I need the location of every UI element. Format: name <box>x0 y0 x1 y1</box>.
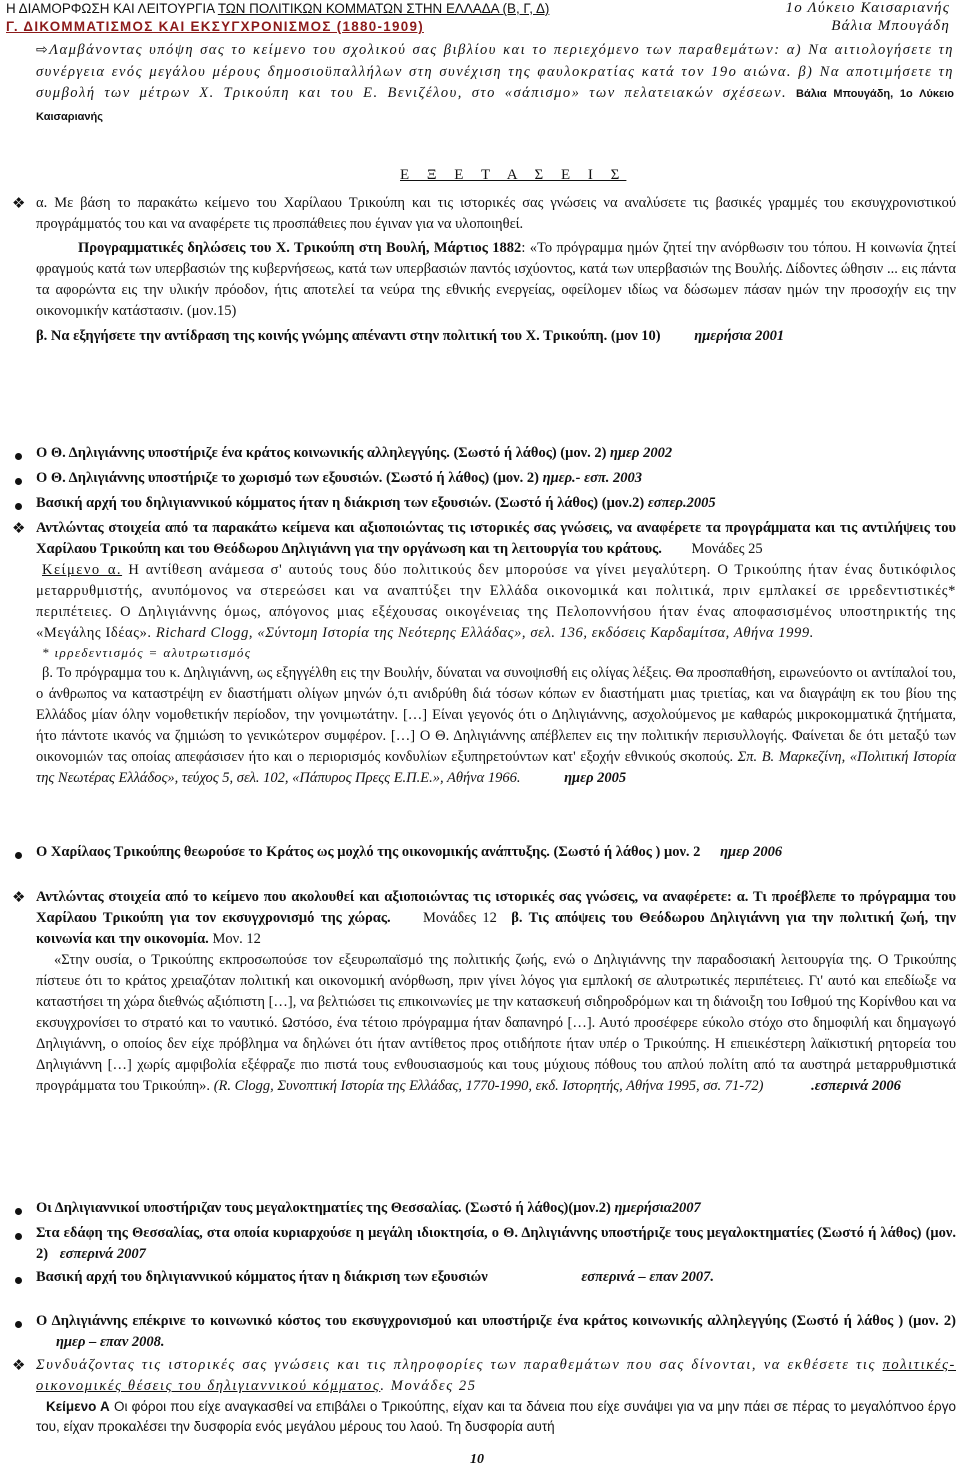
diamond-bullet-icon: ❖ <box>12 194 26 212</box>
question-4: Συνδυάζοντας τις ιστορικές σας γνώσεις και τις πληροφορίες των παραθεμάτων που σας δίνονται, να εκθέσετε τις πολιτικές-οικονομικές θέσεις του δηλιγιαννικού κόμματος. Μονάδες 25 Κείμενο Α Οι φόροι που είχε αναγκασθεί να επιβάλει ο Τρικούπης, είχαν και τα δάνεια που είχε συνάψει για να μην πάει σε πέρας το μεγαλόπνοο έργο του, είχαν προκαλέσει την δυσφορία ενός μεγάλου μέρους του λαού. Τη δυσφορία αυτή <box>36 1357 956 1434</box>
true-false-item: Οι Δηλιγιαννικοί υποστήριζαν τους μεγαλοκτηματίες της Θεσσαλίας. (Σωστό ή λάθος)(μον.2) ημερήσια2007 <box>36 1200 701 1216</box>
question-2 <box>36 518 956 789</box>
question-3-quote: «Στην ουσία, ο Τρικούπης εκπροσωπούσε τον εξευρωπαϊσμό της πολιτικής ζωής, ενώ ο Δηλιγιάννης την παραδοσιακή λειτουργία της. Ο Τρικούπης πίστευε ότι το κράτος χρειαζόταν πολιτική και οικονομική ανόρθωση, πριν γίνει λόγος για εμπλοκή σε αλυτρωτικές περιπέτειες. Γι' αυτό και επεδίωξε να καταστήσει τη χώρα διεθνώς αξιόπιστη […], να βελτιώσει τις επικοινωνίες με την κατασκευή σιδηροδρόμων και τη διάνοιξη του Ισθμού της Κορίνθου και να εκσυγχρονίσει το στρατό και το ναυτικό. Ωστόσο, ένα τέτοιο πρόγραμμα ήταν δαπανηρό […]. Αυτό προσέφερε εύκολο στόχο στο δημοφιλή και δημαγωγό Δηλιγιάννη, ο οποίος δεν είχε πρόβλημα να δηλώνει ότι ήταν αντίθετος προς οτιδήποτε ήταν υπέρ ο Τρικούπης. Η επιεικέστερη λαϊκιστική ρητορεία του Δηλιγιάννη […] χωρίς αμφιβολία εξέφραζε πιο πιστά τους ενθουσιασμούς και τους μύχιους πόθους του απλού πολίτη από τα αυστηρά μεταρρυθμιστικά προγράμματα του Τρικούπη». <box>36 952 956 1094</box>
question-4-points: Μονάδες 25 <box>390 1378 477 1394</box>
source-a-label: Κείμενο α. <box>42 562 123 578</box>
diamond-bullet-icon: ❖ <box>12 888 26 906</box>
bullet-dot-icon <box>15 1321 22 1328</box>
true-false-item: Βασική αρχή του δηλιγιαννικού κόμματος ήταν η διάκριση των εξουσιών εσπερινά – επαν 2007. <box>36 1269 714 1285</box>
question-3-citation: (R. Clogg, Συνοπτική Ιστορία της Ελλάδας, 1770-1990, εκδ. Ιστορητής, Αθήνα 1995, σσ. 71-72) <box>210 1078 764 1094</box>
header-school: 1ο Λύκειο Καισαριανής <box>785 0 950 16</box>
header-chapter: Γ. ΔΙΚΟΜΜΑΤΙΣΜΟΣ ΚΑΙ ΕΚΣΥΓΧΡΟΝΙΣΜΟΣ (1880-1909) <box>6 19 424 34</box>
question-1-source-label: Προγραμματικές δηλώσεις του Χ. Τρικούπη στη Βουλή, Μάρτιος 1882 <box>78 240 522 256</box>
page-number: 10 <box>470 1452 484 1467</box>
source-a-citation: Richard Clogg, «Σύντομη Ιστορία της Νεότερης Ελλάδας», σελ. 136, εκδόσεις Καρδαμίτσα, Αθήνα 1999. <box>151 625 814 641</box>
true-false-item: Ο Δηλιγιάννης επέκρινε το κοινωνικό κόστος του εκσυγχρονισμού και υποστήριζε ένα κράτος κοινωνικής αλληλεγγύης (Σωστό ή λάθος ) (μον. 2) ημερ – επαν 2008. <box>36 1313 956 1350</box>
source-b-text: β. Το πρόγραμμα του κ. Δηλιγιάννη, ως εξηγγέλθη εις την Βουλήν, δύναται να συνοψισθή εις ολίγας λέξεις. Θα προσπαθήση, ειρωνεύοντο οι αντίπαλοί του, ο άνθρωπος να καταστρέψη εν διαστήματι ολίγων μηνών ό,τι ανιδρύθη διά τόσων κόπων εν διαστήματι μιας τριετίας, και να διαγράψη εκ του βίου της Ελλάδος μίαν όλην νομοθετικήν περίοδον, την γονιμωτάτην. […] Είναι γεγονός ότι ο Δηλιγιάννης, ασχολούμενος με καθαρώς μικροκομματικά ζητήματα, ήτο πάντοτε ικανός να ζημιώση το γενικώτερον συμφέρον. […] Ο Θ. Δηλιγιάννης απέβλεπεν εις την πολιτικήν περισυλλογής. Φαίνεται δε ότι μεταξύ των οικονομιών τας οποίας απεφάσισεν ήτο και ο περιορισμός κονδυλίων εξυπηρετούντων κατ' εξοχήν εθνικούς σκοπούς. <box>36 665 956 765</box>
question-4-text-underlined: πολιτικές-οικονομικές θέσεις του δηλιγιαννικού κόμματος <box>36 1357 956 1394</box>
intro-instruction <box>36 40 954 128</box>
question-3a-points: Μονάδες 12 <box>423 910 497 926</box>
bullet-dot-icon <box>15 453 22 460</box>
source-b-citation: Σπ. Β. Μαρκεζίνη, «Πολιτική Ιστορία της Νεωτέρας Ελλάδος», τεύχος 5, σελ. 102, «Πάπυρος Πρεςς Ε.Π.Ε.», Αθήνα 1966. <box>36 749 956 786</box>
intro-text: Λαμβάνοντας υπόψη σας το κείμενο του σχολικού σας βιβλίου και το περιεχόμενο των παραθεμάτων: α) Να αιτιολογήσετε τη συνέργεια ενός μεγάλου μέρους δημοσιοϋπαλλήλων στη συνέχιση της φαυλοκρατίας κατά τον 19ο αιώνα. β) Να αποτιμήσετε τη συμβολή των μέτρων Χ. Τρικούπη και του Ε. Βενιζέλου, στο «σάπισμο» των πελατειακών σχέσεων. <box>36 42 954 101</box>
footnote: * ιρρεδεντισμός = αλυτρωτισμός <box>42 645 252 660</box>
question-3a-text: Αντλώντας στοιχεία από το κείμενο που ακολουθεί και αξιοποιώντας τις ιστορικές σας γνώσεις, να αναφέρετε: α. Τι προέβλεπε το πρόγραμμα του Χαρίλαου Τρικούπη για τον εκσυγχρονισμό της χώρας. <box>36 889 956 926</box>
true-false-item: Ο Χαρίλαος Τρικούπης θεωρούσε το Κράτος ως μοχλό της οικονομικής ανάπτυξης. (Σωστό ή λάθος ) μον. 2 ημερ 2006 <box>36 844 783 860</box>
header-title: Η ΔΙΑΜΟΡΦΩΣΗ ΚΑΙ ΛΕΙΤΟΥΡΓΙΑ <box>6 1 218 16</box>
diamond-bullet-icon: ❖ <box>12 519 26 537</box>
question-4-text: Συνδυάζοντας τις ιστορικές σας γνώσεις και τις πληροφορίες των παραθεμάτων που σας δίνονται, να εκθέσετε τις <box>36 1357 883 1373</box>
true-false-item: Ο Θ. Δηλιγιάννης υποστήριζε ένα κράτος κοινωνικής αλληλεγγύης. (Σωστό ή λάθος) (μον. 2) ημερ 2002 <box>36 445 673 461</box>
header-author: Βάλια Μπουγάδη <box>831 18 950 34</box>
true-false-item: Στα εδάφη της Θεσσαλίας, στα οποία κυριαρχούσε η μεγάλη ιδιοκτησία, ο Θ. Δηλιγιάννης υποστήριζε τους μεγαλοκτηματίες (Σωστό ή λάθος) (μον. 2) εσπερινά 2007 <box>36 1225 956 1262</box>
bullet-dot-icon <box>15 1277 22 1284</box>
intro-signature: Βάλια Μπουγάδη, 1ο Λύκειο Καισαριανής <box>36 88 954 123</box>
header-title-underlined: ΤΩΝ ΠΟΛΙΤΙΚΩΝ ΚΟΜΜΑΤΩΝ ΣΤΗΝ ΕΛΛΑΔΑ (Β, Γ, Δ) <box>217 1 550 16</box>
question-1 <box>36 193 956 347</box>
question-1-source-text: : «Το πρόγραμμα ημών ζητεί την ανόρθωσιν του τόπου. Η κοινωνία ζητεί φραγμούς κατά των υπερβασιών της κυβερνήσεως, κατά των υπερβασιών παντός ισχύοντος, κατά των υπερβασιών της Βουλής. Δίδοντες ώθησιν ... εις πάντα τα αφορώντα εις την υλικήν πρόοδον, ήτις αποτελεί τα νεύρα της εθνικής ενεργείας, οφείλομεν ιδίως να δώσωμεν πάσαν ημών την προσοχήν εις την οικονομικήν κατάστασιν. (μον.15) <box>36 240 956 319</box>
bullet-dot-icon <box>15 852 22 859</box>
question-4-source-label: Κείμενο Α <box>46 1399 110 1414</box>
running-header-chapter <box>6 18 950 35</box>
diamond-bullet-icon: ❖ <box>12 1356 26 1374</box>
question-3b-points: Μον. 12 <box>212 931 261 947</box>
bullet-dot-icon <box>15 503 22 510</box>
question-2-text: Αντλώντας στοιχεία από τα παρακάτω κείμενα και αξιοποιώντας τις ιστορικές σας γνώσεις, να αναφέρετε τα προγράμματα και τις αντιλήψεις του Χαρίλαου Τρικούπη και του Θεόδωρου Δηλιγιάννη για την οργάνωση και τη λειτουργία του κράτους. <box>36 520 956 557</box>
question-3b-text: β. Τις απόψεις του Θεόδωρου Δηλιγιάννη για την πολιτική ζωή, την κοινωνία και την οικονομία. <box>36 910 957 947</box>
arrow-right-icon: ⇨ <box>36 42 50 58</box>
exams-heading: Ε Ξ Ε Τ Α Σ Ε Ι Σ <box>400 167 627 183</box>
question-1b-text: β. Να εξηγήσετε την αντίδραση της κοινής γνώμης απέναντι στην πολιτική του Χ. Τρικούπη. (μον 10) <box>36 328 661 344</box>
source-a-text: Η αντίθεση ανάμεσα σ' αυτούς τους δύο πολιτικούς δεν μπορούσε να γίνει μεγαλύτερη. Ο Τρικούπης ήταν ένας δυτικόφιλος μεταρρυθμιστής, ανυπόμονος να στερεώσει και να αναπτύξει την Ελλάδα οικονομικά και πολιτικά, πριν εμπλακεί σε ιρρεδεντιστικές* περιπέτειες. Ο Δηλιγιάννης όμως, απόγονος μιας εξέχουσας οικογένειας της Πελοποννήσου ήταν ένας αποφασισμένος υποστηρικτής της «Μεγάλης Ιδέας». <box>36 562 957 641</box>
bullet-dot-icon <box>15 478 22 485</box>
question-3 <box>36 887 956 1097</box>
true-false-item: Ο Θ. Δηλιγιάννης υποστήριζε το χωρισμό των εξουσιών. (Σωστό ή λάθος) (μον. 2) ημερ.- εσπ. 2003 <box>36 470 643 486</box>
running-header-top <box>6 0 950 17</box>
bullet-dot-icon <box>15 1208 22 1215</box>
question-3-exam-note: .εσπερινά 2006 <box>811 1078 901 1094</box>
question-1b-exam-note: ημερήσια 2001 <box>694 328 785 344</box>
question-4-source-text: Οι φόροι που είχε αναγκασθεί να επιβάλει ο Τρικούπης, είχαν και τα δάνεια που είχε συνάψει για να μην πάει σε πέρας το μεγαλόπνοο έργο του, είχαν προκαλέσει την δυσφορία ενός μεγάλου μέρους του λαού. Τη δυσφορία αυτή <box>36 1399 956 1434</box>
true-false-item: Βασική αρχή του δηλιγιαννικού κόμματος ήταν η διάκριση των εξουσιών. (Σωστό ή λάθος) (μον.2) εσπερ.2005 <box>36 495 716 511</box>
question-1-text: α. Με βάση το παρακάτω κείμενο του Χαρίλαου Τρικούπη και τις ιστορικές σας γνώσεις να αναλύσετε τις βασικές γραμμές του εκσυγχρονιστικού προγράμματός του και να αναφέρετε τις προσπάθειες που έγιναν για να υλοποιηθεί. <box>36 195 956 232</box>
question-2-exam-note: ημερ 2005 <box>564 770 627 786</box>
bullet-dot-icon <box>15 1233 22 1240</box>
question-2-points: Μονάδες 25 <box>691 541 763 557</box>
